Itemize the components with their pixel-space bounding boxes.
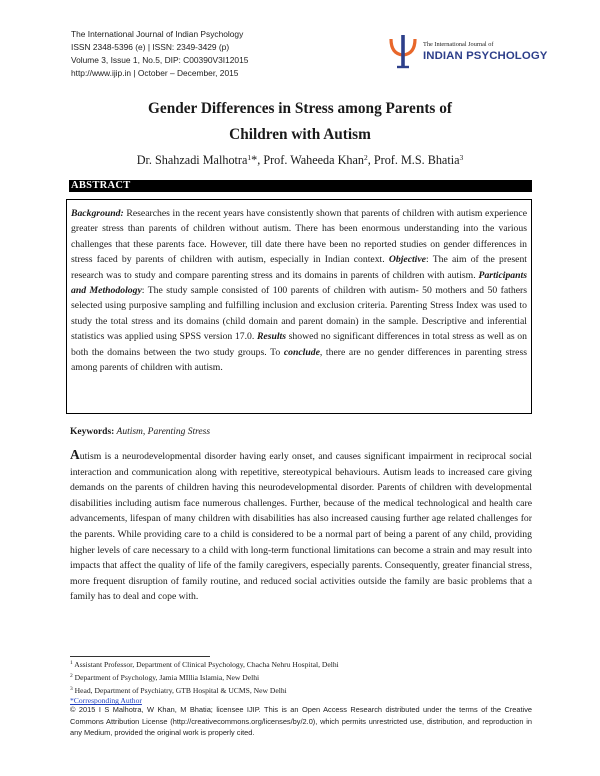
keywords	[70, 427, 210, 437]
intro-paragraph-text: utism is a neurodevelopmental disorder having early onset, and causes significant impairment in reciprocal social interaction and communication along with repetitive, stereotypical behaviours. Autism leads to increased care giving demands on the parents of children having this neurodevelopmental disorder. Parents of children with developmental disabilities including autism face numerous challenges. Further, because of the medical technological and health care advancements, lifespan of many children with disabilities has also increased causing further age related challenges for the parents. While providing care to a child is considered to be a normal part of being a parent of any child, providing higher levels of care necessary to a child with long-term functional limitations can become a strain and may result into impacts that affect the quality of life of the family caregivers, especially parents. Consequently, greater financial stress, more frequent disruption of family routine, and reduced social activities outside the family are basic problems that a family has to deal and cope with.	[70, 451, 532, 603]
intro-paragraph	[70, 447, 532, 605]
paper-title-line-1: Gender Differences in Stress among Parents of	[148, 100, 452, 117]
abstract-heading-bar	[69, 180, 532, 192]
objective-text: : The aim of the present research was to study and compare parenting stress and its domains in parents of children with autism.	[71, 254, 527, 281]
author-2-affiliation: 2	[364, 153, 368, 162]
conclude-text: , there are no gender differences in parenting stress among parents of children with autism.	[71, 346, 527, 374]
author-2: Prof. Waheeda Khan	[263, 153, 365, 167]
background-text: Researches in the recent years have consistently shown that parents of children with autism experience greater stress than parents of children without autism. There has been enormous understanding into the various challenges that these parents face. However, till date there have been no reported studies on gender differences in stress faced by parents of children with autism, especially in Indian context.	[71, 208, 527, 266]
footnotes	[70, 658, 339, 707]
keywords-label: Keywords:	[70, 427, 115, 437]
background-label: Background:	[71, 208, 124, 219]
journal-url-date: http://www.ijip.in | October – December, 2015	[71, 68, 239, 78]
footnote-1	[70, 658, 339, 671]
author-3-affiliation: 3	[459, 153, 464, 162]
footnote-1-text: Assistant Professor, Department of Clinical Psychology, Chacha Nehru Hospital, Delhi	[72, 660, 339, 669]
objective-label: Objective	[388, 254, 426, 266]
conclude-label: conclude	[283, 346, 320, 358]
logo-small-text: The International Journal of	[423, 41, 494, 48]
footnote-2-number: 2	[70, 672, 73, 679]
author-3: Prof. M.S. Bhatia	[373, 153, 460, 167]
footnote-divider	[70, 656, 210, 657]
corresponding-author-link[interactable]: *Corresponding Author	[70, 696, 142, 706]
journal-name: The International Journal of Indian Psychology	[71, 29, 244, 39]
license-statement: © 2015 I S Malhotra, W Khan, M Bhatia; licensee IJIP. This is an Open Access Research distributed under the terms of the Creative Commons Attribution License (http://creativecommons.org/licenses/by/2.0), which permits unrestricted use, distribution, and reproduction in any Medium, provided the original work is properly cited.	[70, 705, 532, 738]
journal-logo	[383, 30, 548, 72]
abstract-heading: ABSTRACT	[71, 180, 131, 191]
footnote-1-number: 1	[70, 660, 73, 666]
journal-header	[71, 28, 371, 80]
author-1-star: *,	[251, 153, 264, 167]
footnote-2-text: Department of Psychology, Jamia MIllia Islamia, New Delhi	[72, 672, 260, 682]
logo-big-text: INDIAN PSYCHOLOGY	[423, 50, 548, 62]
drop-cap: A	[70, 447, 80, 462]
author-1-affiliation: 1	[247, 153, 252, 162]
keywords-text: Autism, Parenting Stress	[114, 427, 211, 437]
footnote-3-number: 3	[70, 685, 73, 692]
footnote-3	[70, 684, 339, 697]
footnote-3-text: Head, Department of Psychiatry, GTB Hospital & UCMS, New Delhi	[72, 685, 287, 695]
psi-logo-icon	[383, 30, 423, 70]
participants-text: : The study sample consisted of 100 parents of children with autism- 50 mothers and 50 fathers selected using purposive sampling and fulfilling inclusion and exclusion criteria. Parenting Stress Index was used to study the total stress and its domains (child domain and parent domain) in the sample. Descriptive and inferential statistics was applied using SPSS version 17.0.	[71, 285, 527, 343]
author-1: Dr. Shahzadi Malhotra	[136, 153, 248, 167]
author-list	[70, 153, 530, 168]
paper-title-line-2: Children with Autism	[229, 126, 371, 143]
abstract-box	[66, 199, 532, 414]
journal-volume: Volume 3, Issue 1, No.5, DIP: C00390V3I12015	[71, 55, 249, 65]
results-text: showed no significant differences in total stress as well as on both the domains between the two study groups. To	[71, 331, 527, 358]
participants-label: Participants and Methodology	[71, 269, 527, 297]
author-separator: ,	[367, 153, 374, 167]
footnote-2	[70, 671, 339, 684]
abstract-text	[71, 206, 527, 375]
results-label: Results	[256, 331, 287, 343]
journal-issn: ISSN 2348-5396 (e) | ISSN: 2349-3429 (p)	[71, 42, 230, 52]
